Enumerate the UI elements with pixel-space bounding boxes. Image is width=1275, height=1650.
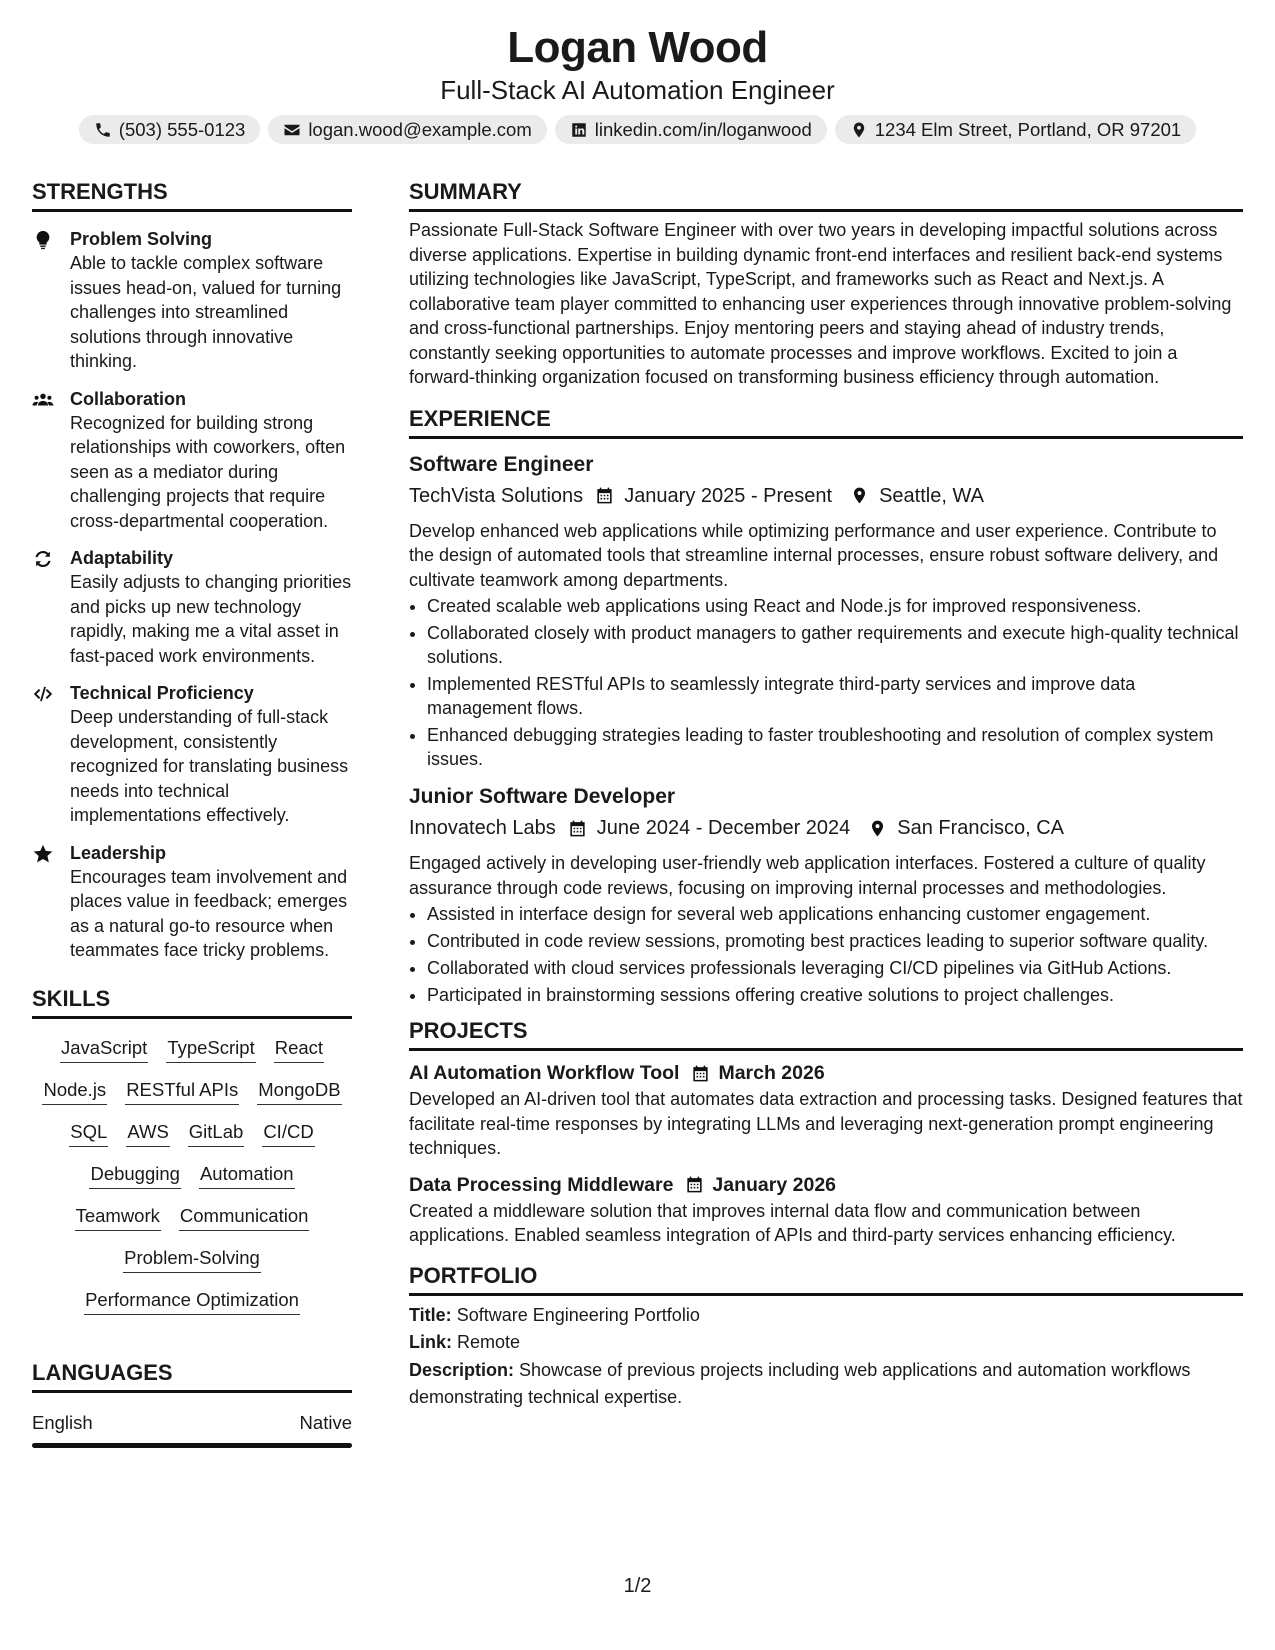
phone-icon <box>94 121 112 139</box>
linkedin-text: linkedin.com/in/loganwood <box>594 118 812 140</box>
email-chip[interactable] <box>268 115 546 144</box>
portfolio-link-line <box>409 1329 1243 1357</box>
project-description: Created a middleware solution that improves internal data flow and communication between applications. Enabled seamless integration of APIs and third-party services enhancing efficiency. <box>409 1200 1176 1245</box>
languages-heading: LANGUAGES <box>32 1357 352 1393</box>
strength-item <box>32 227 352 374</box>
skill-tag: AWS <box>126 1119 169 1147</box>
language-level-bar <box>32 1443 352 1448</box>
job-meta <box>409 813 1243 843</box>
project-header <box>409 1059 1243 1087</box>
skill-tag: Performance Optimization <box>84 1287 300 1315</box>
skill-tag: GitLab <box>188 1119 245 1147</box>
list-item: • Collaborated closely with product managers to gather requirements and execute high-quality technical solutions. <box>427 621 1243 669</box>
strength-title: Problem Solving <box>70 229 213 249</box>
experience-entry <box>409 451 1243 772</box>
portfolio-desc-value: Showcase of previous projects including web applications and automation workflows demonstrating technical expertise. <box>409 1359 1191 1407</box>
project-entry <box>409 1059 1243 1161</box>
project-name: Data Processing Middleware <box>409 1173 674 1196</box>
job-meta <box>409 481 1243 511</box>
email-text: logan.wood@example.com <box>308 118 532 140</box>
job-dates: June 2024 - December 2024 <box>596 817 851 839</box>
strength-title: Adaptability <box>70 548 174 568</box>
right-column <box>409 176 1243 1412</box>
skill-tag: Problem-Solving <box>123 1245 261 1273</box>
skills-list <box>32 1019 352 1315</box>
candidate-name: Logan Wood <box>507 23 768 72</box>
project-name: AI Automation Workflow Tool <box>409 1062 680 1084</box>
skill-tag: Teamwork <box>75 1203 161 1231</box>
envelope-icon <box>283 121 301 139</box>
company-name: Innovatech Labs <box>409 817 556 839</box>
strength-title: Collaboration <box>70 388 186 409</box>
sync-icon <box>32 548 54 570</box>
list-item: • Participated in brainstorming sessions offering creative solutions to project challenges. <box>427 983 1243 1007</box>
portfolio-title-line <box>409 1302 1243 1330</box>
list-item: • Collaborated with cloud services professionals leveraging CI/CD pipelines via GitHub Actions. <box>427 956 1243 980</box>
skill-tag: Automation <box>199 1161 295 1189</box>
page-number: 1/2 <box>623 1575 652 1597</box>
language-row <box>32 1410 352 1436</box>
summary-text: Passionate Full-Stack Software Engineer with over two years in developing impactful solutions across diverse applications. Expertise in building dynamic front-end interfaces and resilient back-end systems utilizing technologies like JavaScript, TypeScript, and frameworks such as React and Next.js. A collaborative team player committed to enhancing user experiences through innovative problem-solving and cross-functional partnerships. Enjoy mentoring peers and staying ahead of industry trends, constantly seeking opportunities to automate processes and improve workflows. Excited to join a forward-thinking organization focused on transforming business efficiency through automation. <box>409 220 1232 387</box>
code-icon <box>32 683 54 705</box>
portfolio-heading: PORTFOLIO <box>409 1260 1243 1296</box>
lightbulb-icon <box>32 229 54 251</box>
contact-bar <box>0 115 1275 144</box>
job-bullets <box>409 594 1243 771</box>
strength-item <box>32 387 352 534</box>
project-description: Developed an AI-driven tool that automates data extraction and processing tasks. Designed features that facilitate real-time responses by integrating LLMs and leveraging next-generation prompt engineering techniques. <box>409 1089 1243 1158</box>
strength-item <box>32 841 352 963</box>
list-item: • Enhanced debugging strategies leading to faster troubleshooting and resolution of complex system issues. <box>427 723 1243 771</box>
job-title: Junior Software Developer <box>409 785 676 808</box>
phone-chip <box>79 115 261 144</box>
portfolio-details <box>409 1302 1243 1412</box>
skill-tag: CI/CD <box>262 1119 314 1147</box>
job-dates: January 2025 - Present <box>624 484 833 507</box>
portfolio-title-label: Title: <box>409 1304 452 1325</box>
portfolio-link-value[interactable]: Remote <box>457 1332 521 1352</box>
strength-desc: Able to tackle complex software issues head-on, valued for turning challenges into streamlined solutions through innovative thinking. <box>70 253 342 371</box>
summary-heading: SUMMARY <box>409 176 1243 212</box>
strength-desc: Recognized for building strong relationships with coworkers, often seen as a mediator during challenging projects that require cross-departmental cooperation. <box>70 412 346 531</box>
skill-tag: TypeScript <box>166 1035 255 1063</box>
list-item: • Implemented RESTful APIs to seamlessly integrate third-party services and improve data management flows. <box>427 672 1243 720</box>
resume-header <box>0 0 1275 144</box>
job-title: Software Engineer <box>409 452 594 476</box>
star-icon <box>32 843 54 865</box>
linkedin-chip[interactable] <box>555 115 827 144</box>
portfolio-desc-label: Description: <box>409 1359 515 1380</box>
strength-item <box>32 681 352 828</box>
list-item: • Assisted in interface design for several web applications enhancing customer engagement. <box>427 902 1243 926</box>
left-column <box>32 176 352 1448</box>
portfolio-title-value: Software Engineering Portfolio <box>456 1304 700 1325</box>
list-item: • Contributed in code review sessions, promoting best practices leading to superior software quality. <box>427 929 1243 953</box>
project-date: March 2026 <box>718 1062 825 1084</box>
company-name: TechVista Solutions <box>409 484 584 507</box>
skill-tag: JavaScript <box>60 1035 148 1063</box>
skill-tag: RESTful APIs <box>125 1077 239 1105</box>
experience-heading: EXPERIENCE <box>409 403 1243 439</box>
address-text: 1234 Elm Street, Portland, OR 97201 <box>874 118 1182 140</box>
skill-tag: Node.js <box>42 1077 107 1105</box>
experience-entry <box>409 783 1243 1007</box>
linkedin-icon <box>570 121 588 139</box>
strength-title: Technical Proficiency <box>70 683 254 703</box>
skill-tag: MongoDB <box>257 1077 341 1105</box>
strength-title: Leadership <box>70 842 167 863</box>
projects-heading: PROJECTS <box>409 1015 1243 1051</box>
job-location: San Francisco, CA <box>897 817 1065 839</box>
project-header <box>409 1171 1243 1199</box>
strength-desc: Deep understanding of full-stack development, consistently recognized for translating business needs into technical implementations effectively. <box>70 707 349 825</box>
language-name: English <box>32 1411 93 1433</box>
skill-tag: Debugging <box>89 1161 181 1189</box>
job-bullets <box>409 902 1243 1007</box>
list-item: • Created scalable web applications using React and Node.js for improved responsiveness. <box>427 594 1243 618</box>
calendar-icon <box>685 1175 704 1194</box>
calendar-icon <box>595 486 614 505</box>
map-pin-icon <box>850 121 868 139</box>
map-pin-icon <box>850 486 869 505</box>
portfolio-link-label: Link: <box>409 1332 452 1352</box>
skill-tag: SQL <box>69 1119 108 1147</box>
strength-item <box>32 546 352 668</box>
candidate-role: Full-Stack AI Automation Engineer <box>440 75 835 105</box>
users-icon <box>32 389 54 411</box>
language-level: Native <box>299 1411 352 1433</box>
phone-text: (503) 555-0123 <box>118 118 246 140</box>
skill-tag: Communication <box>179 1203 310 1231</box>
skills-heading: SKILLS <box>32 983 352 1019</box>
job-description: Engaged actively in developing user-friendly web application interfaces. Fostered a culture of quality assurance through code reviews, focusing on improving internal processes and methodologies. <box>409 853 1206 898</box>
strength-desc: Easily adjusts to changing priorities and picks up new technology rapidly, making me a vital asset in fast-paced work environments. <box>70 572 352 666</box>
calendar-icon <box>691 1064 710 1083</box>
job-location: Seattle, WA <box>879 484 984 507</box>
strengths-heading: STRENGTHS <box>32 176 352 212</box>
job-description: Develop enhanced web applications while optimizing performance and user experience. Contribute to the design of automated tools that streamline internal processes, ensure robust software delivery, and cultivate teamwork among departments. <box>409 520 1219 590</box>
address-chip <box>835 115 1196 144</box>
strength-desc: Encourages team involvement and places value in feedback; emerges as a natural go-to resource when teammates face tricky problems. <box>70 866 348 960</box>
calendar-icon <box>568 819 587 838</box>
portfolio-desc-line <box>409 1357 1243 1412</box>
project-date: January 2026 <box>712 1173 837 1196</box>
project-entry <box>409 1171 1243 1248</box>
map-pin-icon <box>868 819 887 838</box>
skill-tag: React <box>274 1035 324 1063</box>
